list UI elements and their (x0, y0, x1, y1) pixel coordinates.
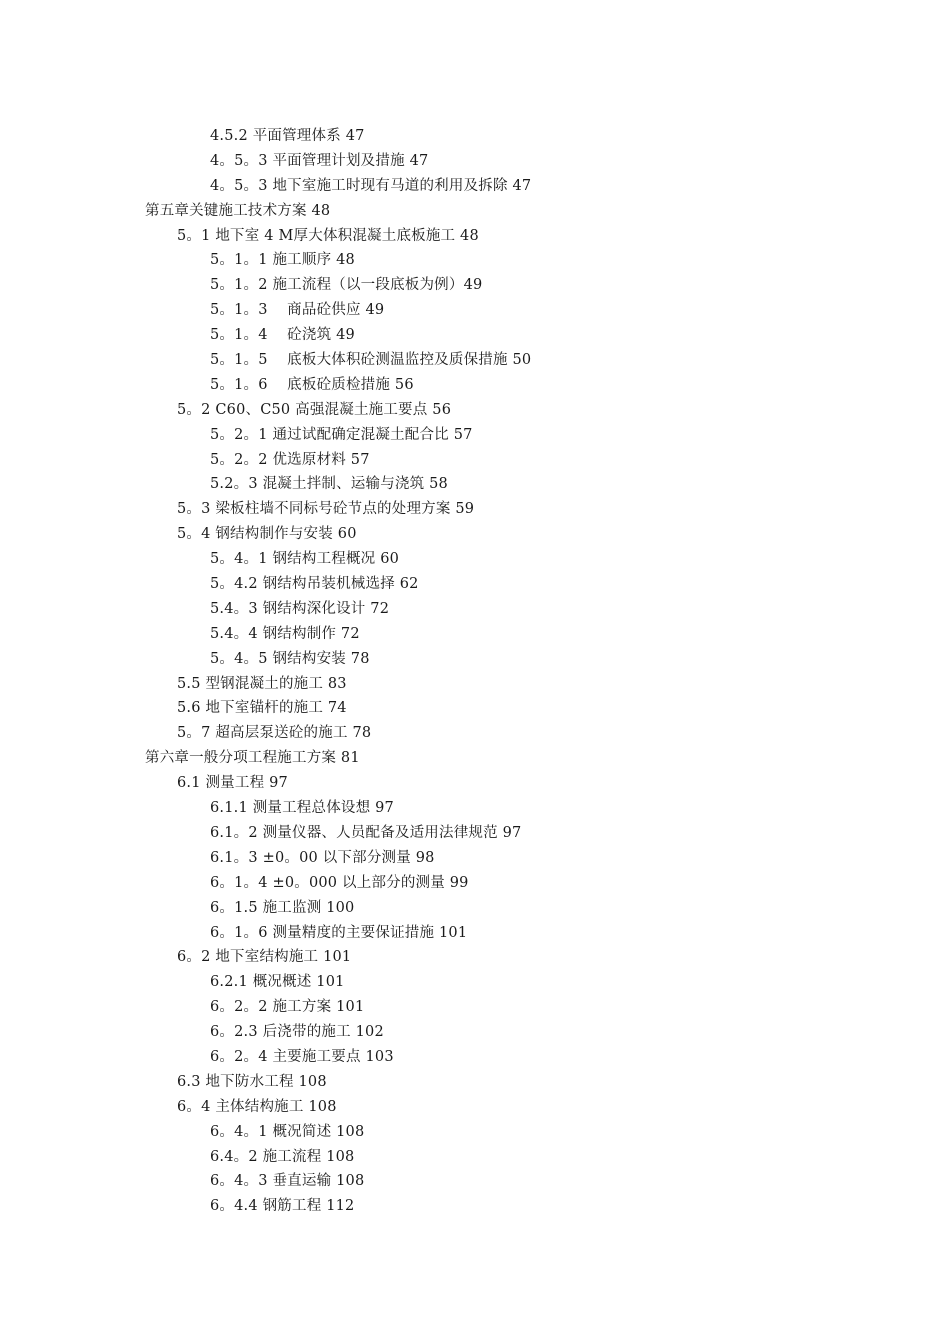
toc-subsection: 5.4。3 钢结构深化设计 72 (210, 600, 390, 617)
toc-section: 5。1 地下室 4 M厚大体积混凝土底板施工 48 (177, 227, 479, 244)
toc-subsection: 4。5。3 地下室施工时现有马道的利用及拆除 47 (210, 177, 532, 194)
toc-subsection: 6。2。2 施工方案 101 (210, 999, 365, 1016)
toc-chapter: 第六章一般分项工程施工方案 81 (145, 750, 360, 767)
toc-subsection: 5。4。1 钢结构工程概况 60 (210, 551, 400, 568)
toc-subsection: 5。1。6 底板砼质检措施 56 (210, 376, 414, 393)
toc-subsection: 5。1。2 施工流程（以一段底板为例）49 (210, 277, 483, 294)
toc-subsection: 5。4。5 钢结构安装 78 (210, 650, 370, 667)
toc-subsection: 6。1。6 测量精度的主要保证措施 101 (210, 924, 468, 941)
toc-subsection: 6。2。4 主要施工要点 103 (210, 1048, 394, 1065)
toc-section: 6.1 测量工程 97 (177, 775, 288, 792)
toc-subsection: 5。1。1 施工顺序 48 (210, 252, 355, 269)
toc-section: 5。4 钢结构制作与安装 60 (177, 526, 357, 543)
toc-subsection: 5。1。4 砼浇筑 49 (210, 327, 355, 344)
toc-subsection: 6。1.5 施工监测 100 (210, 899, 355, 916)
toc-section: 6。2 地下室结构施工 101 (177, 949, 352, 966)
toc-subsection: 5。4.2 钢结构吊装机械选择 62 (210, 576, 419, 593)
toc-subsection: 5。2。2 优选原材料 57 (210, 451, 370, 468)
toc-subsection: 6.2.1 概况概述 101 (210, 974, 345, 991)
toc-subsection: 5。2。1 通过试配确定混凝土配合比 57 (210, 426, 473, 443)
toc-subsection: 6.4。2 施工流程 108 (210, 1148, 355, 1165)
toc-subsection: 5.2。3 混凝土拌制、运输与浇筑 58 (210, 476, 448, 493)
toc-subsection: 6。4。3 垂直运输 108 (210, 1173, 365, 1190)
toc-section: 6.3 地下防水工程 108 (177, 1073, 327, 1090)
toc-subsection: 6.1。3 ±0。00 以下部分测量 98 (210, 849, 435, 866)
toc-section: 5。7 超高层泵送砼的施工 78 (177, 725, 372, 742)
table-of-contents (0, 124, 950, 1219)
toc-subsection: 5。1。5 底板大体积砼测温监控及质保措施 50 (210, 352, 532, 369)
toc-subsection: 4.5.2 平面管理体系 47 (210, 128, 365, 144)
toc-subsection: 6。2.3 后浇带的施工 102 (210, 1024, 384, 1041)
toc-chapter: 第五章关键施工技术方案 48 (145, 202, 331, 219)
toc-subsection: 5.4。4 钢结构制作 72 (210, 625, 360, 642)
toc-section: 5.6 地下室锚杆的施工 74 (177, 700, 347, 717)
toc-subsection: 5。1。3 商品砼供应 49 (210, 302, 385, 319)
toc-section: 6。4 主体结构施工 108 (177, 1098, 337, 1115)
toc-section: 5.5 型钢混凝土的施工 83 (177, 675, 347, 692)
toc-subsection: 6.1.1 测量工程总体设想 97 (210, 800, 394, 817)
toc-section: 5。2 C60、C50 高强混凝土施工要点 56 (177, 401, 452, 418)
toc-subsection: 4。5。3 平面管理计划及措施 47 (210, 152, 429, 169)
toc-subsection: 6。4。1 概况简述 108 (210, 1123, 365, 1140)
toc-subsection: 6。1。4 ±0。000 以上部分的测量 99 (210, 874, 469, 891)
toc-subsection: 6。4.4 钢筋工程 112 (210, 1198, 355, 1215)
toc-subsection: 6.1。2 测量仪器、人员配备及适用法律规范 97 (210, 824, 522, 841)
toc-section: 5。3 梁板柱墙不同标号砼节点的处理方案 59 (177, 501, 475, 518)
